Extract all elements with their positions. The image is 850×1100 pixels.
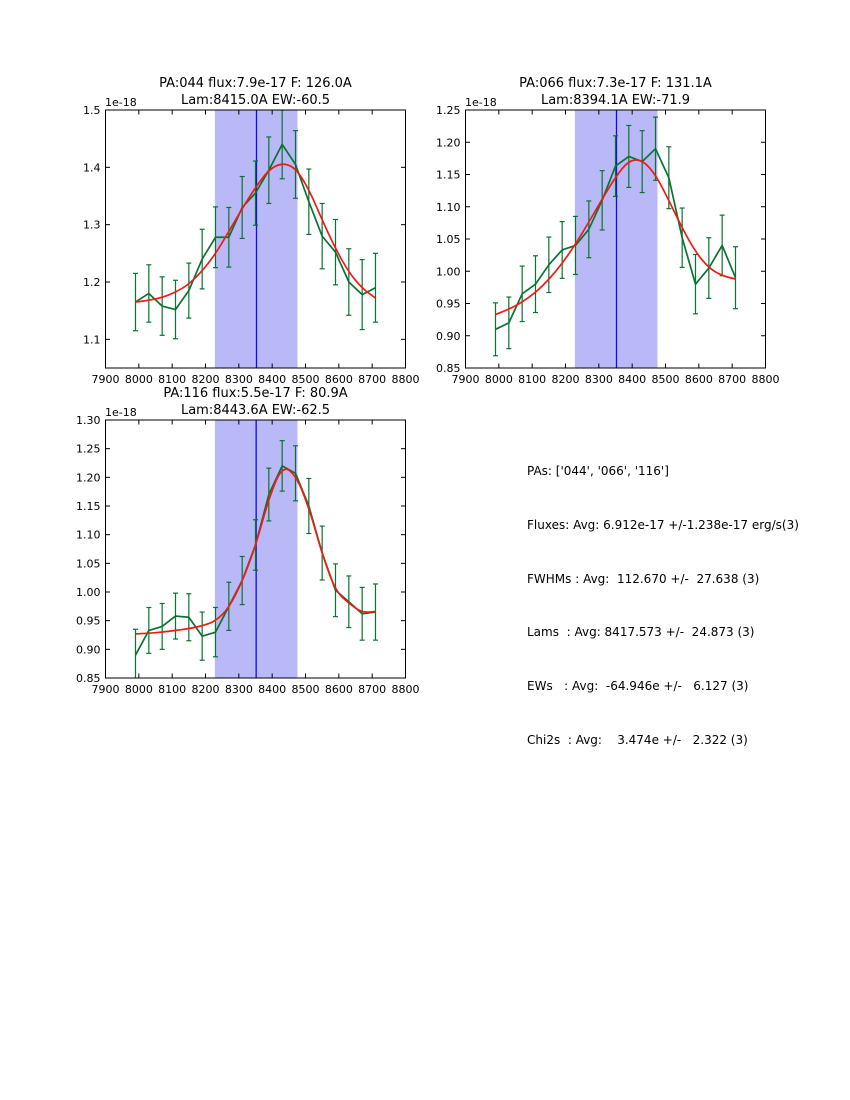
x-tick-label: 8000	[484, 373, 513, 386]
y-tick-label: 0.95	[436, 297, 461, 311]
x-tick-label: 8000	[124, 373, 153, 386]
y-tick-label: 1.15	[436, 168, 461, 182]
summary-panel	[527, 431, 799, 782]
y-axis-offset-label: 1e-18	[105, 406, 137, 419]
chart-pa116-plot	[60, 378, 420, 700]
plot-title-line2: Lam:8415.0A EW:-60.5	[180, 93, 331, 108]
x-tick-label: 7900	[91, 683, 120, 696]
y-tick-label: 1.25	[436, 104, 461, 117]
x-tick-label: 8100	[158, 683, 187, 696]
x-tick-label: 8500	[291, 373, 320, 386]
chart-pa066-plot	[420, 68, 780, 390]
y-tick-label: 1.20	[76, 471, 101, 485]
summary-line-pas: PAs: ['044', '066', '116']	[527, 464, 669, 478]
y-tick-label: 1.15	[76, 500, 101, 513]
x-tick-label: 8200	[191, 683, 220, 696]
x-tick-label: 8400	[258, 373, 287, 386]
summary-line-lams: Lams : Avg: 8417.573 +/- 24.873 (3)	[527, 625, 755, 640]
y-tick-label: 0.90	[436, 329, 461, 343]
x-tick-label: 8200	[191, 373, 220, 386]
plot-title-line1: PA:066 flux:7.3e-17 F: 131.1A	[519, 76, 712, 91]
y-tick-label: 1.05	[76, 557, 101, 571]
x-tick-label: 8300	[224, 683, 253, 696]
plot-title-line1: PA:044 flux:7.9e-17 F: 126.0A	[159, 76, 352, 91]
chart-pa044-plot	[60, 68, 420, 390]
x-tick-label: 7900	[451, 373, 480, 386]
summary-line-fwhms: FWHMs : Avg: 112.670 +/- 27.638 (3)	[527, 571, 760, 586]
y-tick-label: 1.10	[76, 528, 101, 542]
y-tick-label: 1.20	[436, 136, 461, 150]
y-axis-offset-label: 1e-18	[105, 96, 137, 109]
x-tick-label: 8700	[718, 373, 747, 386]
plot-title-line2: Lam:8443.6A EW:-62.5	[180, 403, 331, 418]
y-tick-label: 1.00	[76, 586, 101, 599]
y-tick-label: 1.4	[83, 161, 101, 175]
y-tick-label: 1.3	[83, 218, 101, 232]
x-tick-label: 8700	[358, 373, 387, 386]
y-axis-offset-label: 1e-18	[465, 96, 497, 109]
summary-line-chi2s: Chi2s : Avg: 3.474e +/- 2.322 (3)	[527, 732, 748, 747]
y-tick-label: 1.25	[76, 442, 101, 456]
x-tick-label: 8800	[391, 373, 420, 386]
y-tick-label: 0.95	[76, 614, 101, 628]
x-tick-label: 8300	[224, 373, 253, 386]
x-tick-label: 8600	[324, 373, 353, 386]
x-tick-label: 7900	[91, 373, 120, 386]
chart-pa066	[420, 68, 780, 390]
y-tick-label: 1.30	[76, 414, 101, 427]
x-tick-label: 8400	[618, 373, 647, 386]
summary-line-fluxes: Fluxes: Avg: 6.912e-17 +/-1.238e-17 erg/s(3)	[527, 517, 799, 532]
y-tick-label: 1.10	[436, 200, 461, 214]
y-tick-label: 0.90	[76, 643, 101, 657]
x-tick-label: 8800	[751, 373, 780, 386]
y-tick-label: 0.85	[76, 672, 101, 685]
y-tick-label: 1.00	[436, 265, 461, 279]
x-tick-label: 8400	[258, 683, 287, 696]
plot-title-line2: Lam:8394.1A EW:-71.9	[540, 93, 691, 108]
y-tick-label: 1.05	[436, 233, 461, 246]
x-tick-label: 8800	[391, 683, 420, 696]
x-tick-label: 8600	[684, 373, 713, 386]
chart-pa044	[60, 68, 420, 390]
y-tick-label: 1.5	[83, 104, 101, 117]
chart-pa116	[60, 378, 420, 700]
x-tick-label: 8700	[358, 683, 387, 696]
y-tick-label: 0.85	[436, 362, 461, 375]
x-tick-label: 8100	[158, 373, 187, 386]
x-tick-label: 8600	[324, 683, 353, 696]
x-tick-label: 8500	[651, 373, 680, 386]
x-tick-label: 8100	[518, 373, 547, 386]
y-tick-label: 1.2	[83, 276, 101, 289]
plot-title-line1: PA:116 flux:5.5e-17 F: 80.9A	[163, 386, 348, 401]
x-tick-label: 8200	[551, 373, 580, 386]
x-tick-label: 8000	[124, 683, 153, 696]
x-tick-label: 8500	[291, 683, 320, 696]
y-tick-label: 1.1	[83, 333, 101, 347]
x-tick-label: 8300	[584, 373, 613, 386]
summary-line-ews: EWs : Avg: -64.946e +/- 6.127 (3)	[527, 679, 749, 694]
